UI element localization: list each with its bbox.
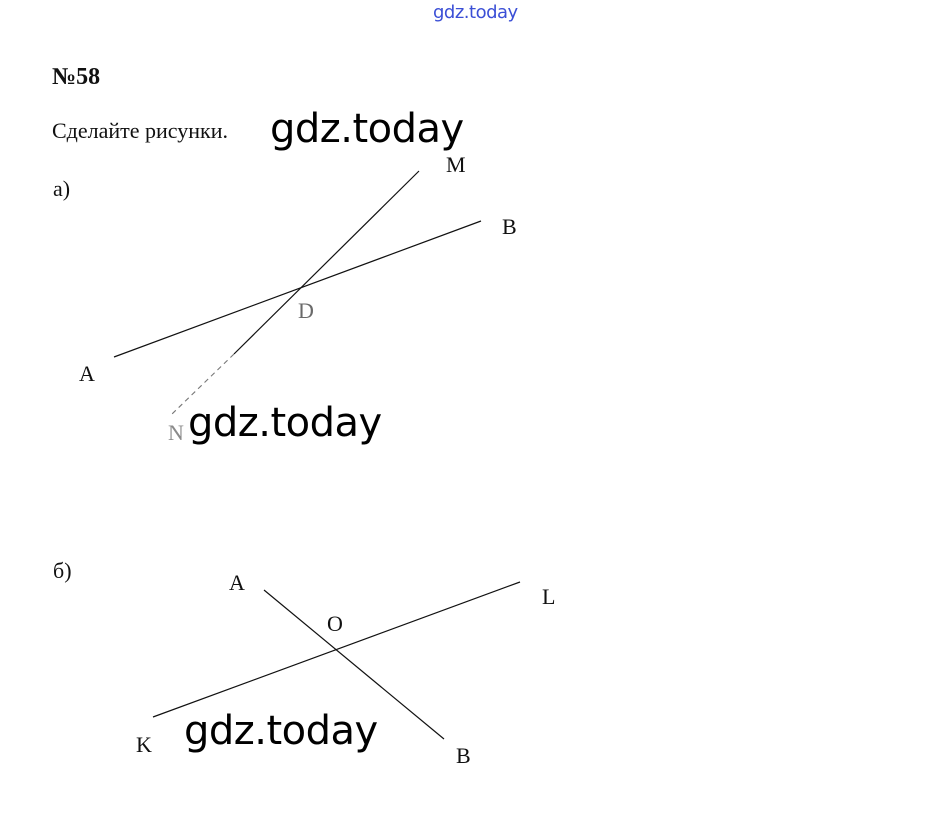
point-label-b-b: B	[456, 743, 471, 768]
point-label-k: K	[136, 732, 152, 757]
top-watermark: gdz.today	[433, 2, 518, 23]
point-label-n: N	[168, 420, 184, 445]
line-ab-b	[264, 590, 444, 739]
point-label-l: L	[542, 584, 556, 609]
watermark-1: gdz.today	[270, 106, 464, 152]
line-mn	[234, 171, 419, 354]
problem-number: №58	[52, 64, 101, 90]
point-label-m: M	[446, 152, 466, 177]
part-b-label: б)	[53, 558, 72, 583]
point-label-a-b: A	[229, 570, 245, 595]
part-a-label: а)	[53, 176, 71, 201]
line-ab	[114, 221, 481, 357]
point-label-a: A	[79, 361, 95, 386]
instruction-text: Сделайте рисунки.	[52, 118, 229, 143]
point-label-o: O	[327, 611, 343, 636]
line-mn-faded	[172, 354, 234, 414]
watermark-3: gdz.today	[184, 708, 378, 754]
point-label-b: B	[502, 214, 517, 239]
point-label-d: D	[298, 298, 314, 323]
watermark-2: gdz.today	[188, 400, 382, 446]
